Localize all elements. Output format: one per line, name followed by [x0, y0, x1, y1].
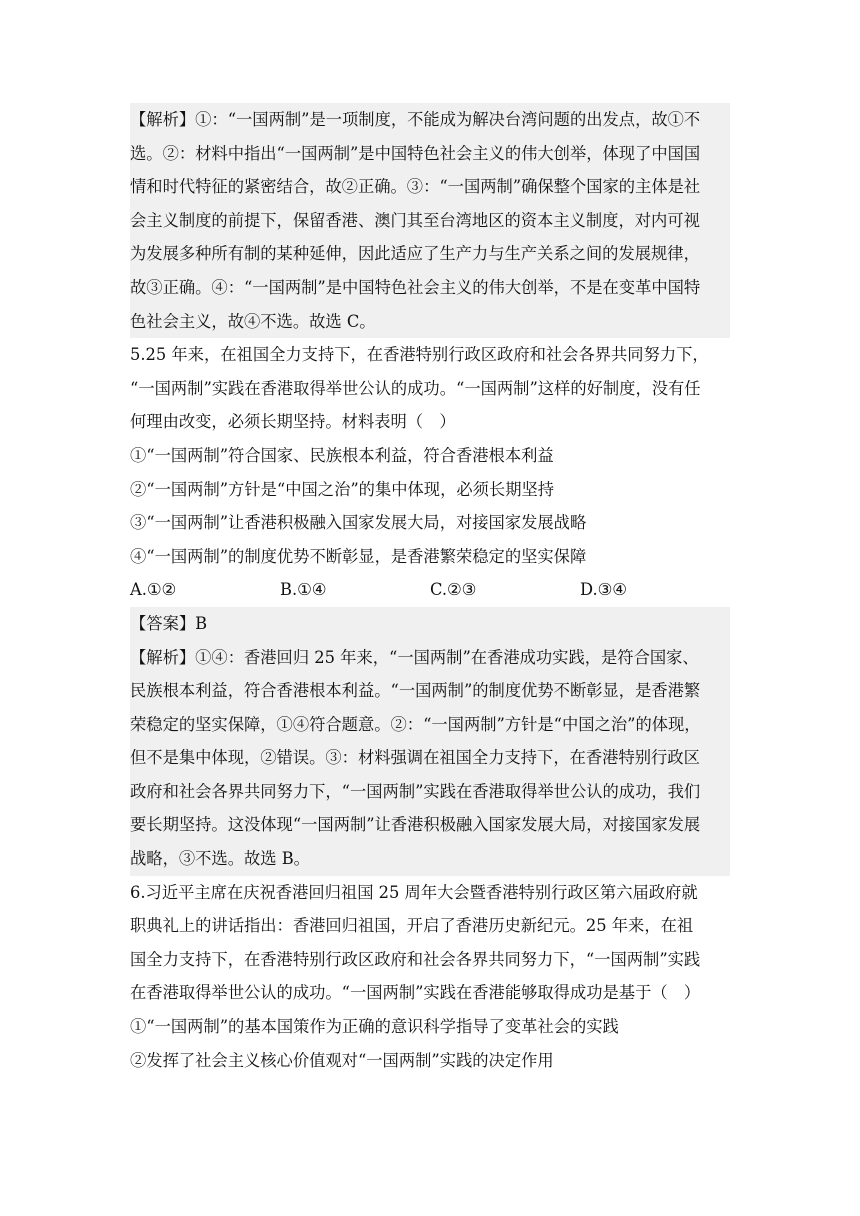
analysis-block-q4 — [130, 103, 730, 338]
text-line: 战略，③不选。故选 B。 — [130, 849, 310, 869]
text-line: 故③正确。④：“一国两制”是中国特色社会主义的伟大创举，不是在变革中国特 — [130, 277, 701, 297]
question-5 — [130, 338, 730, 607]
statement-1: ①“一国两制”符合国家、民族根本利益，符合香港根本利益 — [130, 445, 554, 465]
statement-4: ④“一国两制”的制度优势不断彰显，是香港繁荣稳定的坚实保障 — [130, 546, 587, 566]
text-line: 荣稳定的坚实保障，①④符合题意。②：“一国两制”方针是“中国之治”的体现， — [130, 714, 701, 734]
text-line: 【解析】①④：香港回归 25 年来，“一国两制”在香港成功实践，是符合国家、 — [130, 647, 699, 667]
statement-2: ②发挥了社会主义核心价值观对“一国两制”实践的决定作用 — [130, 1050, 554, 1070]
text-line: 【解析】①：“一国两制”是一项制度，不能成为解决台湾问题的出发点，故①不 — [130, 110, 701, 129]
option-d: D.③④ — [580, 580, 627, 600]
question-stem-line: 国全力支持下，在香港特别行政区政府和社会各界共同努力下，“一国两制”实践 — [130, 949, 701, 969]
option-c: C.②③ — [430, 580, 477, 600]
option-a: A.①② — [130, 580, 177, 600]
question-stem-line: 何理由改变，必须长期坚持。材料表明（ ） — [130, 412, 456, 432]
text-line: 但不是集中体现，②错误。③：材料强调在祖国全力支持下，在香港特别行政区 — [130, 748, 700, 768]
text-line: 政府和社会各界共同努力下，“一国两制”实践在香港取得举世公认的成功，我们 — [130, 781, 701, 801]
question-6 — [130, 876, 730, 1078]
text-line: 民族根本利益，符合香港根本利益。“一国两制”的制度优势不断彰显，是香港繁 — [130, 681, 701, 701]
statement-3: ③“一国两制”让香港积极融入国家发展大局，对接国家发展战略 — [130, 513, 587, 533]
text-line: 为发展多种所有制的某种延伸，因此适应了生产力与生产关系之间的发展规律， — [130, 244, 700, 264]
text-line: 选。②：材料中指出“一国两制”是中国特色社会主义的伟大创举，体现了中国国 — [130, 143, 701, 163]
answer-options — [130, 573, 730, 607]
text-line: 要长期坚持。这没体现“一国两制”让香港积极融入国家发展大局，对接国家发展 — [130, 815, 701, 835]
question-stem-line: 职典礼上的讲话指出：香港回归祖国，开启了香港历史新纪元。25 年来，在祖 — [130, 916, 694, 936]
text-line: 会主义制度的前提下，保留香港、澳门其至台湾地区的资本主义制度，对内可视 — [130, 210, 700, 230]
question-stem-line: 6.习近平主席在庆祝香港回归祖国 25 周年大会暨香港特别行政区第六届政府就 — [130, 882, 698, 902]
document-page — [130, 103, 730, 1077]
text-line: 色社会主义，故④不选。故选 C。 — [130, 311, 376, 331]
statement-2: ②“一国两制”方针是“中国之治”的集中体现，必须长期坚持 — [130, 479, 555, 499]
statement-1: ①“一国两制”的基本国策作为正确的意识科学指导了变革社会的实践 — [130, 1017, 619, 1037]
question-stem-line: 在香港取得举世公认的成功。“一国两制”实践在香港能够取得成功是基于（ ） — [130, 983, 701, 1003]
answer-line: 【答案】B — [130, 613, 208, 633]
option-b: B.①④ — [280, 580, 327, 600]
answer-analysis-block-q5 — [130, 607, 730, 876]
text-line: 情和时代特征的紧密结合，故②正确。③：“一国两制”确保整个国家的主体是社 — [130, 177, 701, 197]
question-stem-line: 5.25 年来，在祖国全力支持下，在香港特别行政区政府和社会各界共同努力下， — [130, 345, 709, 365]
question-stem-line: “一国两制”实践在香港取得举世公认的成功。“一国两制”这样的好制度，没有任 — [130, 378, 701, 398]
